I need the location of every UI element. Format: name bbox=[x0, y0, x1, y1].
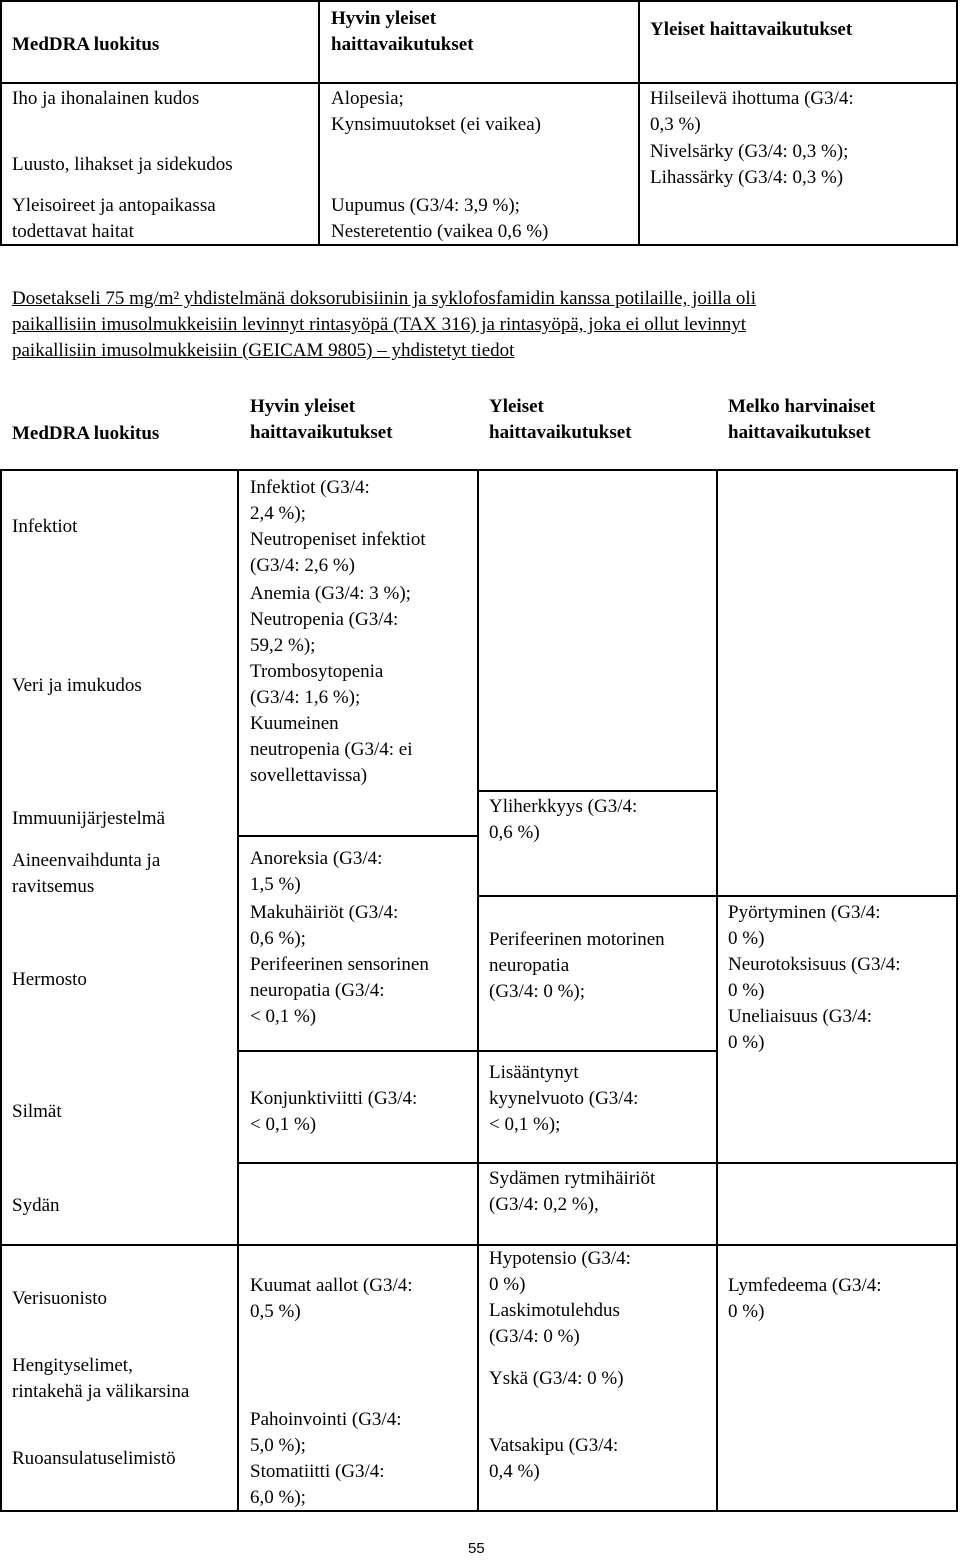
t2-line bbox=[0, 469, 958, 471]
t1-row-2-class: Luusto, lihakset ja sidekudos bbox=[12, 154, 233, 175]
t1-row-1-very-common: Alopesia; Kynsimuutokset (ei vaikea) bbox=[331, 88, 542, 135]
t2-c-vascular: Hypotensio (G3/4: 0 %) Laskimotulehdus (G3/4: 0 %) bbox=[489, 1248, 631, 1347]
t2-line bbox=[716, 895, 958, 897]
t1-row-1-common: Hilseilevä ihottuma (G3/4: 0,3 %) bbox=[650, 88, 854, 135]
t2-line bbox=[237, 1162, 479, 1164]
t2-vc-nervous: Makuhäiriöt (G3/4: 0,6 %); Perifeerinen sensorinen neuropatia (G3/4: < 0,1 %) bbox=[250, 902, 429, 1027]
t2-c-immune: Yliherkkyys (G3/4: 0,6 %) bbox=[489, 796, 638, 843]
t2-vc-eye: Konjunktiviitti (G3/4: < 0,1 %) bbox=[250, 1088, 418, 1135]
t2-header-common: Yleiset haittavaikutukset bbox=[489, 396, 632, 443]
t2-line bbox=[0, 469, 2, 1512]
t1-row-1-class: Iho ja ihonalainen kudos bbox=[12, 88, 200, 109]
t1-line bbox=[0, 0, 958, 2]
t2-vc-blood: Anemia (G3/4: 3 %); Neutropenia (G3/4: 59,2 %); Trombosytopenia (G3/4: 1,6 %); Kuumeinen neutropenia (G3/4: ei sovellettavissa) bbox=[250, 583, 413, 786]
t2-vc-metabolism: Anoreksia (G3/4: 1,5 %) bbox=[250, 848, 383, 895]
t1-header-common: Yleiset haittavaikutukset bbox=[650, 19, 853, 40]
t1-line bbox=[0, 82, 958, 84]
t2-vc-vascular: Kuumat aallot (G3/4: 0,5 %) bbox=[250, 1275, 413, 1322]
t2-class-immune: Immuunijärjestelmä bbox=[12, 808, 166, 829]
t2-class-vascular: Verisuonisto bbox=[12, 1288, 107, 1309]
t2-class-eye: Silmät bbox=[12, 1101, 62, 1122]
t2-line bbox=[0, 1510, 958, 1512]
t2-c-cardiac: Sydämen rytmihäiriöt (G3/4: 0,2 %), bbox=[489, 1168, 656, 1215]
section-heading: Dosetakseli 75 mg/m² yhdistelmänä doksorubisiinin ja syklofosfamidin kanssa potilaille, joilla oli paikallisiin imusolmukkeisiin levinnyt rintasyöpä (TAX 316) ja rintasyöpä, joka ei ollut levinnyt paikallisiin imusolmukkeisiin (GEICAM 9805) – yhdistetyt tiedot bbox=[12, 288, 756, 361]
t2-line bbox=[0, 1244, 958, 1246]
t2-u-nervous: Pyörtyminen (G3/4: 0 %) Neurotoksisuus (G3/4: 0 %) Uneliaisuus (G3/4: 0 %) bbox=[728, 902, 901, 1053]
t2-class-cardiac: Sydän bbox=[12, 1195, 60, 1216]
t2-u-vascular: Lymfedeema (G3/4: 0 %) bbox=[728, 1275, 882, 1322]
t1-row-2-common: Nivelsärky (G3/4: 0,3 %); Lihassärky (G3/4: 0,3 %) bbox=[650, 141, 849, 188]
t1-line bbox=[318, 0, 320, 246]
t2-line bbox=[477, 1050, 718, 1052]
t2-class-respiratory: Hengityselimet, rintakehä ja välikarsina bbox=[12, 1355, 190, 1402]
t2-line bbox=[237, 835, 479, 837]
t1-header-meddra: MedDRA luokitus bbox=[12, 34, 160, 55]
t1-row-3-very-common: Uupumus (G3/4: 3,9 %); Nesteretentio (vaikea 0,6 %) bbox=[331, 195, 549, 242]
t2-line bbox=[477, 469, 479, 1512]
t2-class-metabolism: Aineenvaihdunta ja ravitsemus bbox=[12, 850, 161, 897]
t1-header-very-common: Hyvin yleiset haittavaikutukset bbox=[331, 8, 474, 55]
t2-header-meddra: MedDRA luokitus bbox=[12, 423, 160, 444]
t2-line bbox=[237, 1050, 479, 1052]
t2-class-blood: Veri ja imukudos bbox=[12, 675, 142, 696]
t2-line bbox=[716, 469, 718, 1512]
t2-line bbox=[477, 895, 718, 897]
t2-header-very-common: Hyvin yleiset haittavaikutukset bbox=[250, 396, 393, 443]
t2-line bbox=[956, 469, 958, 1512]
t2-c-respiratory: Yskä (G3/4: 0 %) bbox=[489, 1368, 624, 1389]
page-number: 55 bbox=[468, 1540, 485, 1557]
t2-c-nervous: Perifeerinen motorinen neuropatia (G3/4: 0 %); bbox=[489, 929, 665, 1002]
t2-line bbox=[237, 469, 239, 1512]
t2-vc-infections: Infektiot (G3/4: 2,4 %); Neutropeniset infektiot (G3/4: 2,6 %) bbox=[250, 477, 426, 576]
t2-class-infections: Infektiot bbox=[12, 516, 78, 537]
t1-line bbox=[0, 0, 2, 246]
t1-row-3-class: Yleisoireet ja antopaikassa todettavat haitat bbox=[12, 195, 216, 242]
t1-line bbox=[956, 0, 958, 246]
t1-line bbox=[638, 0, 640, 246]
t2-line bbox=[716, 1162, 958, 1164]
t2-class-gastro: Ruoansulatuselimistö bbox=[12, 1448, 176, 1469]
t2-c-eye: Lisääntynyt kyynelvuoto (G3/4: < 0,1 %); bbox=[489, 1062, 639, 1135]
t2-line bbox=[477, 1162, 718, 1164]
t2-vc-gastro: Pahoinvointi (G3/4: 5,0 %); Stomatiitti (G3/4: 6,0 %); bbox=[250, 1409, 402, 1508]
t2-line bbox=[477, 790, 718, 792]
t2-header-uncommon: Melko harvinaiset haittavaikutukset bbox=[728, 396, 876, 443]
t2-c-gastro: Vatsakipu (G3/4: 0,4 %) bbox=[489, 1435, 619, 1482]
t2-class-nervous: Hermosto bbox=[12, 969, 87, 990]
